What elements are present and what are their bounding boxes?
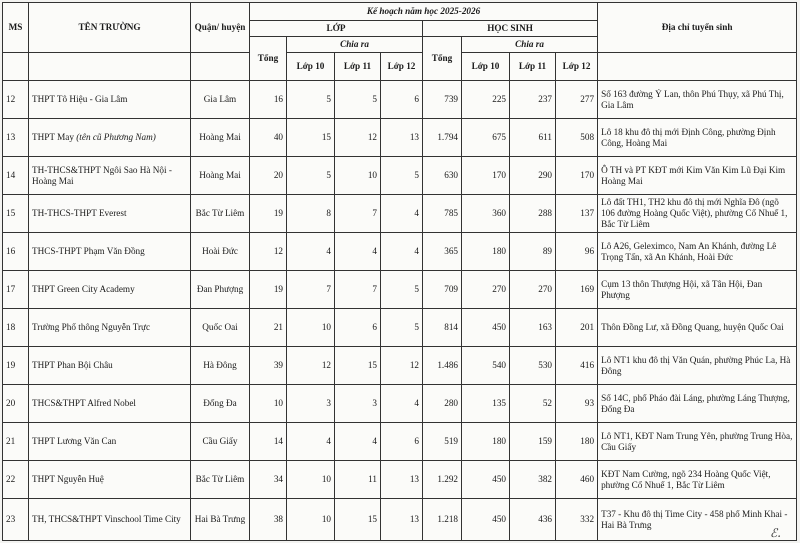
row-classes-grade11: 11 <box>335 461 381 499</box>
row-classes-grade11: 12 <box>335 119 381 157</box>
row-school-name <box>29 461 191 499</box>
header-students-grade11: Lớp 11 <box>510 53 556 81</box>
row-students-grade10: 180 <box>462 233 510 271</box>
row-district: Cầu Giấy <box>191 423 250 461</box>
row-classes-grade11: 15 <box>335 499 381 541</box>
row-ms: 16 <box>3 233 29 271</box>
table-row <box>3 271 797 309</box>
table-row <box>3 157 797 195</box>
row-students-grade10: 360 <box>462 195 510 233</box>
row-address: Lô 18 khu đô thị mới Định Công, phường Định Công, Hoàng Mai <box>598 119 797 157</box>
header-district-cont <box>191 53 250 81</box>
row-students-grade12: 508 <box>556 119 598 157</box>
table-row <box>3 385 797 423</box>
row-classes-total: 14 <box>250 423 287 461</box>
school-name-text: THPT Green City Academy <box>32 284 135 294</box>
row-classes-total: 34 <box>250 461 287 499</box>
row-school-name <box>29 347 191 385</box>
school-name-text: THCS&THPT Alfred Nobel <box>32 398 136 408</box>
table-row <box>3 81 797 119</box>
row-students-grade11: 611 <box>510 119 556 157</box>
row-school-name <box>29 385 191 423</box>
school-name-text: THCS-THPT Phạm Văn Đồng <box>32 246 145 256</box>
table-row <box>3 119 797 157</box>
table-row <box>3 233 797 271</box>
row-students-grade12: 416 <box>556 347 598 385</box>
row-address: Thôn Đồng Lư, xã Đồng Quang, huyện Quốc Oai <box>598 309 797 347</box>
row-classes-total: 38 <box>250 499 287 541</box>
row-address: T37 - Khu đô thị Time City - 458 phố Minh Khai - Hai Bà Trưng <box>598 499 797 541</box>
header-address-cont <box>598 53 797 81</box>
row-students-grade12: 201 <box>556 309 598 347</box>
row-school-name <box>29 233 191 271</box>
row-ms: 21 <box>3 423 29 461</box>
row-ms: 15 <box>3 195 29 233</box>
school-former-name: (tên cũ Phương Nam) <box>76 132 156 142</box>
row-students-grade11: 530 <box>510 347 556 385</box>
row-students-grade11: 163 <box>510 309 556 347</box>
row-district: Bắc Từ Liêm <box>191 195 250 233</box>
row-classes-grade11: 6 <box>335 309 381 347</box>
table-row <box>3 195 797 233</box>
row-students-grade10: 450 <box>462 461 510 499</box>
row-classes-total: 16 <box>250 81 287 119</box>
row-district: Gia Lâm <box>191 81 250 119</box>
header-ms: MS <box>3 3 29 53</box>
row-students-grade10: 170 <box>462 157 510 195</box>
row-classes-grade10: 12 <box>287 347 335 385</box>
row-address: Số 14C, phố Pháo đài Láng, phường Láng Thượng, Đống Đa <box>598 385 797 423</box>
row-address: Lô NT1 khu đô thị Văn Quán, phường Phúc La, Hà Đông <box>598 347 797 385</box>
row-classes-grade11: 7 <box>335 271 381 309</box>
row-address: KĐT Nam Cường, ngõ 234 Hoàng Quốc Việt, phường Cổ Nhuế 1, Bắc Từ Liêm <box>598 461 797 499</box>
row-students-total: 709 <box>423 271 462 309</box>
row-address: Lô A26, Geleximco, Nam An Khánh, đường Lê Trọng Tấn, xã An Khánh, Hoài Đức <box>598 233 797 271</box>
row-classes-grade11: 10 <box>335 157 381 195</box>
row-school-name <box>29 309 191 347</box>
row-classes-grade12: 5 <box>381 157 423 195</box>
row-classes-grade10: 4 <box>287 423 335 461</box>
row-classes-grade12: 12 <box>381 347 423 385</box>
row-students-grade12: 137 <box>556 195 598 233</box>
row-students-grade12: 332 <box>556 499 598 541</box>
row-students-grade11: 237 <box>510 81 556 119</box>
row-address: Lô đất TH1, TH2 khu đô thị mới Nghĩa Đô (ngõ 106 đường Hoàng Quốc Việt), phường Cổ Nhuế 1, Bắc Từ Liêm <box>598 195 797 233</box>
row-ms: 12 <box>3 81 29 119</box>
row-district: Hà Đông <box>191 347 250 385</box>
header-classes-grade10: Lớp 10 <box>287 53 335 81</box>
header-classes-grade12: Lớp 12 <box>381 53 423 81</box>
row-classes-grade10: 15 <box>287 119 335 157</box>
school-name-text: Trường Phổ thông Nguyễn Trực <box>32 322 151 332</box>
row-students-total: 739 <box>423 81 462 119</box>
school-name-text: TH-THCS&THPT Ngôi Sao Hà Nội - Hoàng Mai <box>32 164 172 186</box>
row-classes-grade12: 6 <box>381 81 423 119</box>
header-students-grade10: Lớp 10 <box>462 53 510 81</box>
row-classes-total: 20 <box>250 157 287 195</box>
row-district: Hai Bà Trưng <box>191 499 250 541</box>
table-row <box>3 499 797 541</box>
row-students-total: 1.794 <box>423 119 462 157</box>
header-classes: LỚP <box>250 21 423 37</box>
header-classes-breakdown: Chia ra <box>287 37 423 53</box>
row-students-grade12: 93 <box>556 385 598 423</box>
row-classes-grade11: 15 <box>335 347 381 385</box>
row-students-grade10: 450 <box>462 309 510 347</box>
row-students-total: 814 <box>423 309 462 347</box>
header-school-cont <box>29 53 191 81</box>
row-students-grade10: 270 <box>462 271 510 309</box>
header-classes-total: Tổng <box>250 37 287 81</box>
row-district: Đan Phượng <box>191 271 250 309</box>
row-school-name <box>29 499 191 541</box>
table-row <box>3 309 797 347</box>
row-students-grade12: 169 <box>556 271 598 309</box>
row-students-grade10: 225 <box>462 81 510 119</box>
row-students-grade12: 170 <box>556 157 598 195</box>
school-name-text: THPT Tô Hiệu - Gia Lâm <box>32 94 128 104</box>
row-classes-grade10: 5 <box>287 81 335 119</box>
row-address: Số 163 đường Ỷ Lan, thôn Phú Thụy, xã Phú Thị, Gia Lâm <box>598 81 797 119</box>
header-plan: Kế hoạch năm học 2025-2026 <box>250 3 598 21</box>
row-students-grade12: 180 <box>556 423 598 461</box>
row-classes-total: 39 <box>250 347 287 385</box>
row-classes-grade12: 13 <box>381 119 423 157</box>
row-students-total: 785 <box>423 195 462 233</box>
row-classes-grade12: 5 <box>381 309 423 347</box>
row-students-grade11: 89 <box>510 233 556 271</box>
table-row <box>3 461 797 499</box>
row-classes-total: 19 <box>250 271 287 309</box>
row-ms: 14 <box>3 157 29 195</box>
row-classes-grade11: 3 <box>335 385 381 423</box>
row-students-total: 630 <box>423 157 462 195</box>
table-row <box>3 347 797 385</box>
school-name-text: TH, THCS&THPT Vinschool Time City <box>32 514 181 524</box>
row-students-total: 1.486 <box>423 347 462 385</box>
row-students-grade11: 436 <box>510 499 556 541</box>
row-students-grade10: 540 <box>462 347 510 385</box>
row-students-grade10: 675 <box>462 119 510 157</box>
row-district: Bắc Từ Liêm <box>191 461 250 499</box>
row-classes-total: 19 <box>250 195 287 233</box>
row-students-grade12: 460 <box>556 461 598 499</box>
header-address: Địa chỉ tuyển sinh <box>598 3 797 53</box>
row-classes-grade10: 10 <box>287 309 335 347</box>
row-district: Hoài Đức <box>191 233 250 271</box>
school-name-text: THPT Lương Văn Can <box>32 436 117 446</box>
row-school-name <box>29 119 191 157</box>
row-district: Đống Đa <box>191 385 250 423</box>
school-name-text: TH-THCS-THPT Everest <box>32 208 127 218</box>
row-classes-grade12: 4 <box>381 385 423 423</box>
row-school-name <box>29 195 191 233</box>
school-name-text: THPT May <box>32 132 77 142</box>
row-classes-grade11: 4 <box>335 233 381 271</box>
row-students-grade11: 159 <box>510 423 556 461</box>
row-students-grade10: 135 <box>462 385 510 423</box>
row-district: Hoàng Mai <box>191 119 250 157</box>
row-classes-grade12: 13 <box>381 499 423 541</box>
row-address: Ô TH và PT KĐT mới Kim Văn Kim Lũ Đại Kim Hoàng Mai <box>598 157 797 195</box>
row-district: Quốc Oai <box>191 309 250 347</box>
row-students-grade12: 277 <box>556 81 598 119</box>
header-students: HỌC SINH <box>423 21 598 37</box>
row-ms: 17 <box>3 271 29 309</box>
row-classes-grade10: 4 <box>287 233 335 271</box>
row-classes-total: 12 <box>250 233 287 271</box>
header-students-total: Tổng <box>423 37 462 81</box>
row-district: Hoàng Mai <box>191 157 250 195</box>
row-students-grade10: 180 <box>462 423 510 461</box>
row-ms: 20 <box>3 385 29 423</box>
row-classes-grade10: 10 <box>287 499 335 541</box>
row-ms: 19 <box>3 347 29 385</box>
row-ms: 13 <box>3 119 29 157</box>
row-classes-grade12: 4 <box>381 233 423 271</box>
row-students-grade11: 382 <box>510 461 556 499</box>
school-name-text: THPT Phan Bội Châu <box>32 360 113 370</box>
row-students-grade11: 288 <box>510 195 556 233</box>
row-students-grade11: 52 <box>510 385 556 423</box>
row-classes-grade11: 4 <box>335 423 381 461</box>
row-school-name <box>29 271 191 309</box>
row-school-name <box>29 81 191 119</box>
school-name-text: THPT Nguyễn Huệ <box>32 474 104 484</box>
row-classes-grade10: 8 <box>287 195 335 233</box>
row-classes-grade10: 7 <box>287 271 335 309</box>
school-enrollment-table <box>2 2 797 541</box>
row-address: Cụm 13 thôn Thượng Hội, xã Tân Hội, Đan Phượng <box>598 271 797 309</box>
header-students-grade12: Lớp 12 <box>556 53 598 81</box>
row-classes-grade12: 5 <box>381 271 423 309</box>
header-district: Quận/ huyện <box>191 3 250 53</box>
row-ms: 22 <box>3 461 29 499</box>
header-ms-cont <box>3 53 29 81</box>
handwritten-mark: ℰ. <box>770 526 782 540</box>
row-students-grade11: 290 <box>510 157 556 195</box>
row-classes-grade12: 6 <box>381 423 423 461</box>
row-students-grade11: 270 <box>510 271 556 309</box>
row-classes-grade12: 13 <box>381 461 423 499</box>
row-classes-grade10: 5 <box>287 157 335 195</box>
row-classes-grade10: 10 <box>287 461 335 499</box>
row-classes-grade11: 7 <box>335 195 381 233</box>
row-classes-grade10: 3 <box>287 385 335 423</box>
row-students-total: 280 <box>423 385 462 423</box>
row-students-grade10: 450 <box>462 499 510 541</box>
row-students-total: 519 <box>423 423 462 461</box>
row-ms: 18 <box>3 309 29 347</box>
header-school-name: TÊN TRƯỜNG <box>29 3 191 53</box>
row-ms: 23 <box>3 499 29 541</box>
row-classes-total: 40 <box>250 119 287 157</box>
table-row <box>3 423 797 461</box>
row-students-total: 1.292 <box>423 461 462 499</box>
row-classes-total: 21 <box>250 309 287 347</box>
header-students-breakdown: Chia ra <box>462 37 598 53</box>
row-classes-total: 10 <box>250 385 287 423</box>
row-students-total: 365 <box>423 233 462 271</box>
row-address: Lô NT1, KĐT Nam Trung Yên, phường Trung Hòa, Cầu Giấy <box>598 423 797 461</box>
row-students-total: 1.218 <box>423 499 462 541</box>
header-classes-grade11: Lớp 11 <box>335 53 381 81</box>
row-students-grade12: 96 <box>556 233 598 271</box>
row-classes-grade12: 4 <box>381 195 423 233</box>
row-school-name <box>29 423 191 461</box>
row-classes-grade11: 5 <box>335 81 381 119</box>
row-school-name <box>29 157 191 195</box>
